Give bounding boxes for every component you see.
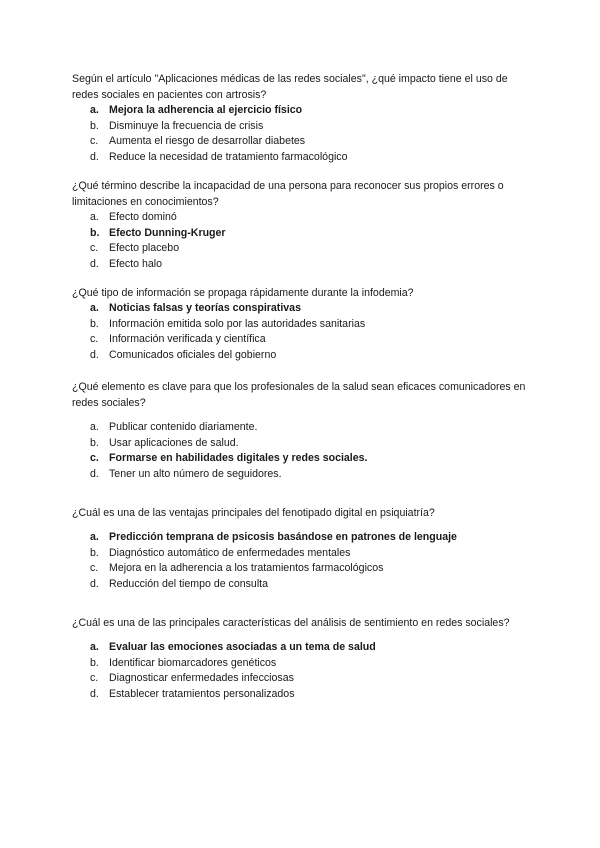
option-letter: d. (90, 150, 99, 163)
option-text: Efecto Dunning-Kruger (109, 226, 226, 239)
option-letter: c. (90, 135, 99, 148)
question-text: ¿Cuál es una de las ventajas principales del fenotipado digital en psiquiatría? (72, 507, 435, 519)
question-1 (72, 71, 532, 165)
option-text: Mejora en la adherencia a los tratamientos farmacológicos (109, 562, 384, 575)
option-d (72, 577, 532, 593)
spacer (72, 521, 532, 530)
option-letter: d. (90, 348, 99, 361)
option-letter: d. (90, 687, 99, 700)
question-text: ¿Qué tipo de información se propaga rápidamente durante la infodemia? (72, 287, 414, 299)
option-letter: b. (90, 436, 99, 449)
option-c (72, 671, 532, 687)
option-letter: a. (90, 421, 99, 433)
option-a (72, 210, 532, 226)
question-4 (72, 379, 532, 482)
option-letter: c. (90, 333, 99, 346)
option-letter: b. (90, 546, 99, 559)
option-text: Establecer tratamientos personalizados (109, 687, 295, 700)
option-text: Predicción temprana de psicosis basándose en patrones de lenguaje (109, 531, 457, 543)
question-2 (72, 178, 532, 272)
option-b (72, 119, 532, 135)
option-text: Disminuye la frecuencia de crisis (109, 119, 264, 132)
option-text: Comunicados oficiales del gobierno (109, 348, 277, 361)
option-text: Usar aplicaciones de salud. (109, 436, 239, 449)
option-a (72, 301, 532, 317)
option-letter: c. (90, 452, 99, 465)
option-c (72, 451, 532, 467)
options-list (72, 640, 532, 702)
options-list (72, 301, 532, 363)
option-text: Reduce la necesidad de tratamiento farmacológico (109, 150, 348, 163)
option-c (72, 134, 532, 150)
option-d (72, 150, 532, 166)
option-a (72, 420, 532, 436)
option-letter: b. (90, 226, 100, 239)
option-letter: a. (90, 302, 99, 314)
question-3 (72, 285, 532, 363)
option-d (72, 467, 532, 483)
option-letter: d. (90, 577, 99, 590)
option-letter: a. (90, 641, 99, 653)
option-text: Publicar contenido diariamente. (109, 421, 258, 433)
option-text: Tener un alto número de seguidores. (109, 467, 282, 480)
option-b (72, 317, 532, 333)
option-text: Diagnóstico automático de enfermedades mentales (109, 546, 351, 559)
option-d (72, 687, 532, 703)
options-list (72, 530, 532, 592)
options-list (72, 210, 532, 272)
question-6 (72, 615, 532, 702)
option-text: Información emitida solo por las autoridades sanitarias (109, 317, 366, 330)
spacer (72, 411, 532, 420)
option-text: Formarse en habilidades digitales y redes sociales. (109, 452, 368, 465)
option-b (72, 656, 532, 672)
option-letter: c. (90, 562, 99, 575)
option-letter: d. (90, 467, 99, 480)
option-text: Identificar biomarcadores genéticos (109, 656, 277, 669)
option-b (72, 226, 532, 242)
option-text: Reducción del tiempo de consulta (109, 577, 269, 590)
option-letter: a. (90, 104, 99, 116)
question-text: ¿Qué término describe la incapacidad de una persona para reconocer sus propios errores o limitaciones en conocimientos? (72, 180, 504, 208)
option-d (72, 257, 532, 273)
option-letter: c. (90, 672, 99, 685)
question-text: ¿Cuál es una de las principales características del análisis de sentimiento en redes sociales? (72, 617, 510, 629)
options-list (72, 420, 532, 482)
option-text: Información verificada y científica (109, 333, 266, 346)
option-c (72, 241, 532, 257)
question-5 (72, 505, 532, 592)
option-letter: d. (90, 257, 99, 270)
question-text: ¿Qué elemento es clave para que los profesionales de la salud sean eficaces comunicadores en redes sociales? (72, 381, 526, 409)
options-list (72, 103, 532, 165)
option-a (72, 640, 532, 656)
option-letter: b. (90, 119, 99, 132)
option-text: Evaluar las emociones asociadas a un tema de salud (109, 641, 376, 653)
option-letter: b. (90, 656, 99, 669)
option-c (72, 332, 532, 348)
option-c (72, 561, 532, 577)
option-text: Noticias falsas y teorías conspirativas (109, 302, 301, 314)
option-letter: c. (90, 242, 99, 255)
option-letter: a. (90, 531, 99, 543)
option-text: Aumenta el riesgo de desarrollar diabetes (109, 135, 306, 148)
option-b (72, 546, 532, 562)
option-a (72, 103, 532, 119)
option-letter: a. (90, 211, 99, 223)
option-text: Diagnosticar enfermedades infecciosas (109, 672, 294, 685)
option-text: Efecto halo (109, 257, 163, 270)
option-a (72, 530, 532, 546)
option-b (72, 436, 532, 452)
option-text: Mejora la adherencia al ejercicio físico (109, 104, 303, 116)
option-d (72, 348, 532, 364)
option-text: Efecto placebo (109, 242, 180, 255)
spacer (72, 631, 532, 640)
option-letter: b. (90, 317, 99, 330)
question-text: Según el artículo "Aplicaciones médicas de las redes sociales", ¿qué impacto tiene el uso de redes sociales en pacientes con artrosis? (72, 73, 508, 101)
option-text: Efecto dominó (109, 211, 177, 223)
